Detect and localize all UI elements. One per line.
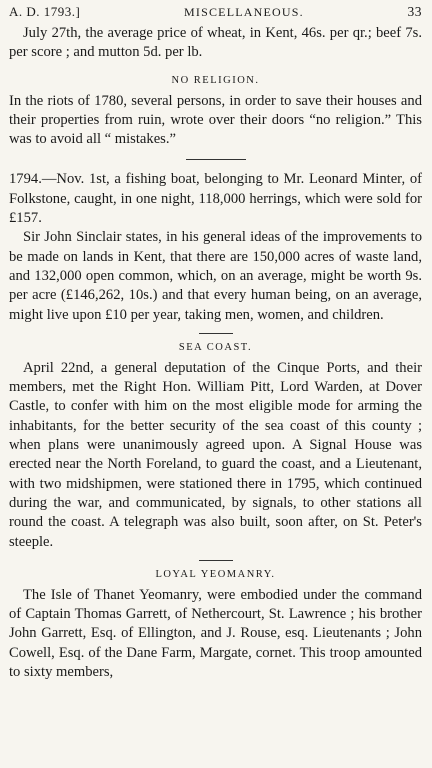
section-divider [199, 333, 233, 334]
paragraph-herrings: 1794.—Nov. 1st, a fishing boat, belonging to Mr. Leonard Minter, of Folkstone, caught, in one night, 118,000 herrings, which were sold for £157. [9, 171, 422, 227]
section-divider [186, 159, 246, 160]
paragraph-sea-coast: April 22nd, a general deputation of the Cinque Ports, and their members, met the Right Hon. William Pitt, Lord Warden, at Dover Castle, to confer with him on the most eligible mode for arming the inhabitants, for the better security of the sea coast of this county ; when plans were unanimously agreed upon. A Signal House was erected near the North Foreland, to guard the coast, and a Lieutenant, with two midshipmen, were stationed there in 1795, which continued during the war, and communicated, by signals, to other stations all round the coast. A telegraph was also built, soon after, on St. Peter's steeple. [9, 359, 422, 550]
page-number: 33 [407, 4, 422, 19]
paragraph-no-religion: In the riots of 1780, several persons, in order to save their houses and their properties from ruin, wrote over their doors “no religion.” This was to avoid all “ mistakes.” [9, 92, 422, 148]
paragraph-sinclair: Sir John Sinclair states, in his general ideas of the improvements to be made on lands in Kent, that there are 150,000 acres of waste land, and 132,000 open common, which, on an average, might be worth 9s. per acre (£146,262, 10s.) and that every human being, on an average, might live upon £10 per year, taking men, women, and children. [9, 229, 422, 323]
heading-loyal-yeomanry: LOYAL YEOMANRY. [155, 568, 276, 580]
section-divider [199, 560, 233, 561]
running-header [9, 4, 422, 24]
header-section-title: MISCELLANEOUS. [184, 5, 304, 19]
paragraph-wheat-prices: July 27th, the average price of wheat, in Kent, 46s. per qr.; beef 7s. per score ; and mutton 5d. per lb. [9, 25, 422, 61]
heading-no-religion: NO RELIGION. [171, 74, 260, 86]
header-year: A. D. 1793.] [9, 4, 81, 19]
heading-sea-coast: SEA COAST. [178, 341, 253, 353]
paragraph-yeomanry: The Isle of Thanet Yeomanry, were embodied under the command of Captain Thomas Garrett, of Nethercourt, St. Lawrence ; his brother John Garrett, Esq. of Ellington, and J. Rouse, esq. Lieutenants ; John Cowell, Esq. of the Dane Farm, Margate, cornet. This troop amounted to sixty members, [9, 586, 422, 681]
